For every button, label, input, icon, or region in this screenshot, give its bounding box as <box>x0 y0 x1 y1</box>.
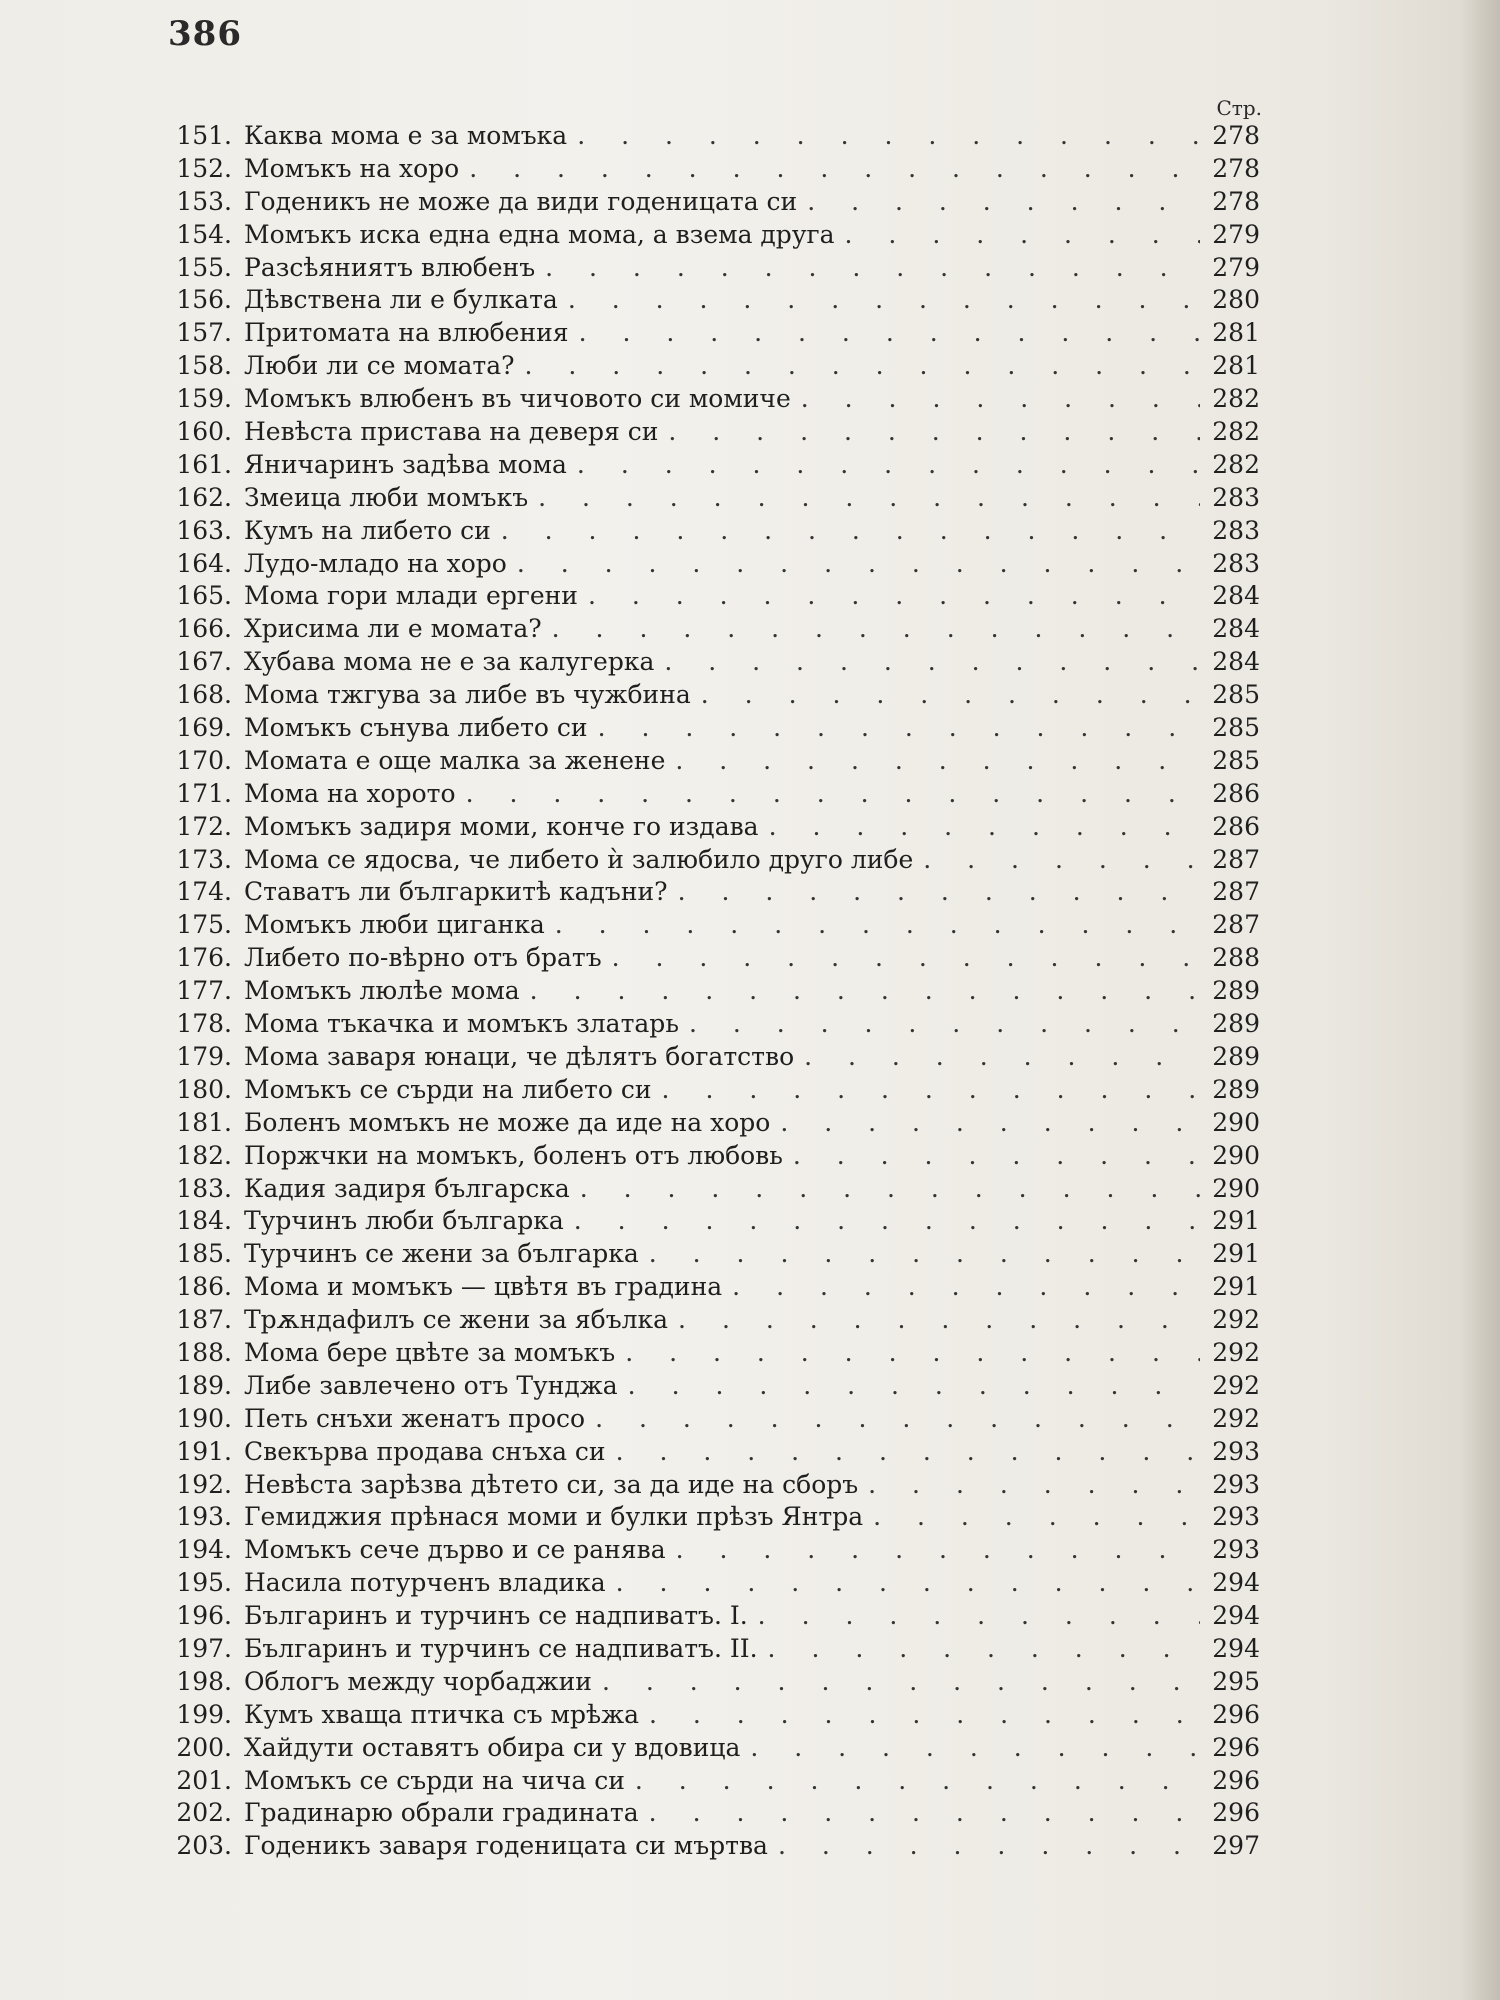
entry-number: 179. <box>176 1041 232 1071</box>
entry-page: 284 <box>1212 647 1260 677</box>
entry-page: 294 <box>1212 1601 1260 1631</box>
dot-leader <box>732 1271 1200 1304</box>
entry-title: Мома се ядосва, че либето ѝ залюбило друго либе <box>244 844 914 874</box>
toc-entry <box>160 844 1260 877</box>
entry-number: 157. <box>176 318 232 348</box>
toc-entry <box>160 811 1260 844</box>
dot-leader <box>668 416 1200 449</box>
toc-entry <box>160 153 1260 186</box>
entry-title: Мома тъкачка и момъкъ златарь <box>244 1009 679 1039</box>
entry-title: Момъкъ иска една една мома, а взема друга <box>244 219 835 249</box>
entry-number: 155. <box>176 252 232 282</box>
toc-entry <box>160 646 1260 679</box>
dot-leader <box>701 679 1200 712</box>
dot-leader <box>750 1732 1200 1765</box>
entry-page: 296 <box>1212 1699 1260 1729</box>
entry-number: 174. <box>176 877 232 907</box>
entry-number: 194. <box>176 1535 232 1565</box>
entry-number: 169. <box>176 713 232 743</box>
entry-number: 190. <box>176 1403 232 1433</box>
entry-title: Насила потурченъ владика <box>244 1568 606 1598</box>
entry-title: Кадия задиря българска <box>244 1173 570 1203</box>
entry-number: 151. <box>176 121 232 150</box>
entry-title: Мома и момъкъ — цвѣтя въ градина <box>244 1272 723 1302</box>
entry-number: 197. <box>176 1633 232 1663</box>
entry-page: 291 <box>1212 1239 1260 1269</box>
entry-page: 290 <box>1212 1173 1260 1203</box>
entry-page: 279 <box>1212 219 1260 249</box>
entry-title: Змеица люби момъкъ <box>244 482 529 512</box>
entry-title: Невѣста пристава на деверя си <box>244 417 659 447</box>
toc-entry <box>160 876 1260 909</box>
entry-title: Българинъ и турчинъ се надпиватъ. I. <box>244 1601 748 1631</box>
entry-title: Кумъ хваща птичка съ мрѣжа <box>244 1699 639 1729</box>
entry-number: 192. <box>176 1469 232 1499</box>
entry-number: 172. <box>176 811 232 841</box>
entry-number: 193. <box>176 1502 232 1532</box>
dot-leader <box>675 745 1200 778</box>
toc-entry <box>160 712 1260 745</box>
dot-leader <box>469 153 1200 186</box>
entry-number: 186. <box>176 1272 232 1302</box>
entry-page: 292 <box>1212 1337 1260 1367</box>
entry-title: Поржчки на момъкъ, боленъ отъ любовь <box>244 1140 783 1170</box>
dot-leader <box>577 449 1200 482</box>
entry-page: 286 <box>1212 811 1260 841</box>
entry-page: 287 <box>1212 844 1260 874</box>
entry-title: Либето по-вѣрно отъ братъ <box>244 943 602 973</box>
dot-leader <box>769 811 1200 844</box>
dot-leader <box>780 1107 1200 1140</box>
toc-entry <box>160 350 1260 383</box>
toc-entry <box>160 1699 1260 1732</box>
toc-entry <box>160 1666 1260 1699</box>
dot-leader <box>612 942 1200 975</box>
toc-entry <box>160 449 1260 482</box>
entry-title: Турчинъ се жени за българка <box>244 1239 639 1269</box>
dot-leader <box>580 1173 1200 1206</box>
toc-entry <box>160 186 1260 219</box>
entry-number: 152. <box>176 153 232 183</box>
entry-page: 285 <box>1212 745 1260 775</box>
toc-entry <box>160 580 1260 613</box>
toc-entry <box>160 1732 1260 1765</box>
entry-page: 283 <box>1212 515 1260 545</box>
entry-title: Трѫндафилъ се жени за ябълка <box>244 1305 669 1335</box>
entry-page: 294 <box>1212 1633 1260 1663</box>
entry-number: 185. <box>176 1239 232 1269</box>
entry-page: 278 <box>1212 121 1260 150</box>
entry-page: 290 <box>1212 1140 1260 1170</box>
entry-page: 294 <box>1212 1568 1260 1598</box>
entry-number: 156. <box>176 285 232 315</box>
dot-leader <box>577 120 1200 153</box>
entry-title: Мома на хорото <box>244 778 456 808</box>
entry-title: Невѣста зарѣзва дѣтето си, за да иде на сборъ <box>244 1469 859 1499</box>
entry-number: 203. <box>176 1831 232 1861</box>
toc-entry <box>160 284 1260 317</box>
dot-leader <box>517 548 1200 581</box>
entry-page: 291 <box>1212 1272 1260 1302</box>
entry-number: 165. <box>176 581 232 611</box>
entry-page: 279 <box>1212 252 1260 282</box>
entry-number: 161. <box>176 449 232 479</box>
entry-page: 282 <box>1212 384 1260 414</box>
entry-page: 283 <box>1212 548 1260 578</box>
entry-title: Облогъ между чорбаджии <box>244 1666 592 1696</box>
entry-number: 166. <box>176 614 232 644</box>
entry-title: Момъкъ сънува либето си <box>244 713 588 743</box>
dot-leader <box>625 1337 1200 1370</box>
toc-entry <box>160 975 1260 1008</box>
page-column-header: Стр. <box>1216 96 1262 120</box>
entry-page: 289 <box>1212 1041 1260 1071</box>
dot-leader <box>466 778 1200 811</box>
dot-leader <box>923 844 1200 877</box>
entry-title: Ставатъ ли българкитѣ кадъни? <box>244 877 668 907</box>
dot-leader <box>635 1765 1200 1798</box>
entry-page: 293 <box>1212 1469 1260 1499</box>
entry-page: 281 <box>1212 351 1260 381</box>
dot-leader <box>530 975 1200 1008</box>
entry-page: 280 <box>1212 285 1260 315</box>
entry-title: Момъкъ сече дърво и се ранява <box>244 1535 666 1565</box>
entry-number: 163. <box>176 515 232 545</box>
toc-entry <box>160 1337 1260 1370</box>
entry-number: 182. <box>176 1140 232 1170</box>
entry-title: Мома бере цвѣте за момъкъ <box>244 1337 616 1367</box>
entry-title: Българинъ и турчинъ се надпиватъ. II. <box>244 1633 758 1663</box>
toc-entry <box>160 482 1260 515</box>
entry-title: Момъкъ на хоро <box>244 153 460 183</box>
entry-page: 293 <box>1212 1535 1260 1565</box>
toc-entry <box>160 1765 1260 1798</box>
entry-title: Разсѣяниятъ влюбенъ <box>244 252 536 282</box>
entry-number: 200. <box>176 1732 232 1762</box>
toc-entry <box>160 679 1260 712</box>
dot-leader <box>678 876 1200 909</box>
dot-leader <box>501 515 1200 548</box>
entry-number: 159. <box>176 384 232 414</box>
dot-leader <box>689 1008 1200 1041</box>
dot-leader <box>649 1797 1200 1830</box>
entry-number: 189. <box>176 1370 232 1400</box>
entry-title: Боленъ момъкъ не може да иде на хоро <box>244 1107 771 1137</box>
entry-title: Хубава мома не е за калугерка <box>244 647 655 677</box>
entry-number: 196. <box>176 1601 232 1631</box>
entry-title: Хрисима ли е момата? <box>244 614 542 644</box>
page-edge-shadow <box>1460 0 1500 2000</box>
entry-page: 296 <box>1212 1732 1260 1762</box>
entry-title: Хайдути оставятъ обира си у вдовица <box>244 1732 741 1762</box>
page-number: 386 <box>168 14 242 54</box>
toc-entry <box>160 515 1260 548</box>
dot-leader <box>538 482 1200 515</box>
toc-entry <box>160 745 1260 778</box>
entry-title: Люби ли се момата? <box>244 351 515 381</box>
dot-leader <box>649 1238 1200 1271</box>
dot-leader <box>602 1666 1200 1699</box>
toc-entry <box>160 120 1260 153</box>
entry-page: 293 <box>1212 1436 1260 1466</box>
entry-page: 285 <box>1212 713 1260 743</box>
dot-leader <box>845 219 1200 252</box>
entry-title: Мома тжгува за либе въ чужбина <box>244 680 691 710</box>
toc-entry <box>160 1469 1260 1502</box>
entry-page: 289 <box>1212 1074 1260 1104</box>
entry-number: 195. <box>176 1568 232 1598</box>
toc-entry <box>160 1370 1260 1403</box>
dot-leader <box>758 1600 1200 1633</box>
entry-title: Момъкъ се сърди на чича си <box>244 1765 625 1795</box>
toc-entry <box>160 252 1260 285</box>
dot-leader <box>628 1370 1200 1403</box>
entry-title: Либе завлечено отъ Тунджа <box>244 1370 618 1400</box>
toc-entry <box>160 1140 1260 1173</box>
entry-page: 286 <box>1212 778 1260 808</box>
entry-number: 178. <box>176 1009 232 1039</box>
dot-leader <box>793 1140 1200 1173</box>
dot-leader <box>664 646 1200 679</box>
entry-page: 287 <box>1212 910 1260 940</box>
entry-number: 175. <box>176 910 232 940</box>
entry-page: 296 <box>1212 1765 1260 1795</box>
entry-number: 158. <box>176 351 232 381</box>
toc-entry <box>160 1501 1260 1534</box>
dot-leader <box>598 712 1200 745</box>
entry-page: 295 <box>1212 1666 1260 1696</box>
entry-number: 188. <box>176 1337 232 1367</box>
entry-title: Турчинъ люби българка <box>244 1206 564 1236</box>
entry-title: Мома гори млади ергени <box>244 581 578 611</box>
entry-number: 170. <box>176 745 232 775</box>
entry-number: 198. <box>176 1666 232 1696</box>
entry-title: Годеникъ заваря годеницата си мъртва <box>244 1831 768 1861</box>
toc-entry <box>160 383 1260 416</box>
entry-number: 167. <box>176 647 232 677</box>
entry-page: 285 <box>1212 680 1260 710</box>
dot-leader <box>545 252 1200 285</box>
toc-entry <box>160 1008 1260 1041</box>
toc-entry <box>160 1238 1260 1271</box>
entry-number: 181. <box>176 1107 232 1137</box>
toc-entry <box>160 1107 1260 1140</box>
toc-entry <box>160 1403 1260 1436</box>
dot-leader <box>574 1205 1200 1238</box>
entry-number: 202. <box>176 1798 232 1828</box>
entry-number: 160. <box>176 417 232 447</box>
entry-page: 282 <box>1212 449 1260 479</box>
dot-leader <box>768 1633 1200 1666</box>
entry-number: 173. <box>176 844 232 874</box>
dot-leader <box>525 350 1200 383</box>
entry-page: 283 <box>1212 482 1260 512</box>
entry-page: 296 <box>1212 1798 1260 1828</box>
toc-entry <box>160 1534 1260 1567</box>
entry-title: Лудо-младо на хоро <box>244 548 507 578</box>
toc-entry <box>160 1633 1260 1666</box>
entry-page: 287 <box>1212 877 1260 907</box>
entry-title: Момъкъ люлѣе мома <box>244 976 520 1006</box>
entry-number: 183. <box>176 1173 232 1203</box>
entry-title: Каква мома е за момъка <box>244 121 568 150</box>
toc-entry <box>160 219 1260 252</box>
toc-entry <box>160 778 1260 811</box>
entry-number: 154. <box>176 219 232 249</box>
entry-page: 290 <box>1212 1107 1260 1137</box>
toc-entry <box>160 1436 1260 1469</box>
toc-entry <box>160 1074 1260 1107</box>
entry-title: Петь снъхи женатъ просо <box>244 1403 586 1433</box>
toc-entry <box>160 548 1260 581</box>
dot-leader <box>662 1074 1200 1107</box>
entry-page: 292 <box>1212 1305 1260 1335</box>
dot-leader <box>807 186 1200 219</box>
entry-title: Момъкъ се сърди на либето си <box>244 1074 652 1104</box>
entry-page: 284 <box>1212 614 1260 644</box>
entry-page: 292 <box>1212 1403 1260 1433</box>
entry-number: 201. <box>176 1765 232 1795</box>
entry-title: Момъкъ влюбенъ въ чичовото си момиче <box>244 384 791 414</box>
toc-entry <box>160 416 1260 449</box>
entry-title: Годеникъ не може да види годеницата си <box>244 186 798 216</box>
dot-leader <box>778 1830 1200 1863</box>
toc-entry <box>160 613 1260 646</box>
dot-leader <box>616 1436 1200 1469</box>
dot-leader <box>595 1403 1200 1436</box>
entry-number: 162. <box>176 482 232 512</box>
toc-entry <box>160 909 1260 942</box>
entry-page: 292 <box>1212 1370 1260 1400</box>
entry-page: 278 <box>1212 153 1260 183</box>
entry-title: Свекърва продава снъха си <box>244 1436 606 1466</box>
entry-number: 177. <box>176 976 232 1006</box>
dot-leader <box>678 1304 1200 1337</box>
dot-leader <box>579 317 1200 350</box>
toc-entry <box>160 1830 1260 1863</box>
toc-entry <box>160 1304 1260 1337</box>
entry-page: 289 <box>1212 1009 1260 1039</box>
entry-number: 184. <box>176 1206 232 1236</box>
entry-page: 288 <box>1212 943 1260 973</box>
dot-leader <box>568 284 1200 317</box>
entry-page: 297 <box>1212 1831 1260 1861</box>
entry-number: 176. <box>176 943 232 973</box>
toc-entry <box>160 1271 1260 1304</box>
dot-leader <box>804 1041 1200 1074</box>
entry-title: Кумъ на либето си <box>244 515 491 545</box>
entry-page: 291 <box>1212 1206 1260 1236</box>
dot-leader <box>588 580 1200 613</box>
entry-page: 284 <box>1212 581 1260 611</box>
entry-title: Момата е още малка за женене <box>244 745 666 775</box>
entry-number: 191. <box>176 1436 232 1466</box>
entry-title: Момъкъ люби циганка <box>244 910 545 940</box>
entry-title: Гемиджия прѣнася моми и булки прѣзъ Янтра <box>244 1502 864 1532</box>
entry-page: 282 <box>1212 417 1260 447</box>
toc-entry <box>160 1567 1260 1600</box>
entry-page: 281 <box>1212 318 1260 348</box>
dot-leader <box>801 383 1200 416</box>
entry-number: 153. <box>176 186 232 216</box>
entry-title: Мома заваря юнаци, че дѣлятъ богатство <box>244 1041 795 1071</box>
dot-leader <box>868 1469 1200 1502</box>
entry-number: 199. <box>176 1699 232 1729</box>
toc-entry <box>160 1205 1260 1238</box>
toc-entry <box>160 317 1260 350</box>
entry-title: Дѣвствена ли е булката <box>244 285 558 315</box>
dot-leader <box>676 1534 1200 1567</box>
entry-number: 187. <box>176 1305 232 1335</box>
dot-leader <box>873 1501 1200 1534</box>
entry-page: 278 <box>1212 186 1260 216</box>
entry-title: Градинарю обрали градината <box>244 1798 639 1828</box>
table-of-contents <box>160 120 1260 1863</box>
dot-leader <box>616 1567 1200 1600</box>
entry-page: 293 <box>1212 1502 1260 1532</box>
entry-number: 168. <box>176 680 232 710</box>
toc-entry <box>160 1041 1260 1074</box>
toc-entry <box>160 1600 1260 1633</box>
dot-leader <box>555 909 1200 942</box>
dot-leader <box>552 613 1200 646</box>
dot-leader <box>649 1699 1200 1732</box>
toc-entry <box>160 942 1260 975</box>
toc-entry <box>160 1797 1260 1830</box>
entry-title: Притомата на влюбения <box>244 318 569 348</box>
entry-number: 164. <box>176 548 232 578</box>
entry-title: Момъкъ задиря моми, конче го издава <box>244 811 759 841</box>
entry-number: 171. <box>176 778 232 808</box>
toc-entry <box>160 1173 1260 1206</box>
entry-page: 289 <box>1212 976 1260 1006</box>
entry-number: 180. <box>176 1074 232 1104</box>
entry-title: Яничаринъ задѣва мома <box>244 449 567 479</box>
